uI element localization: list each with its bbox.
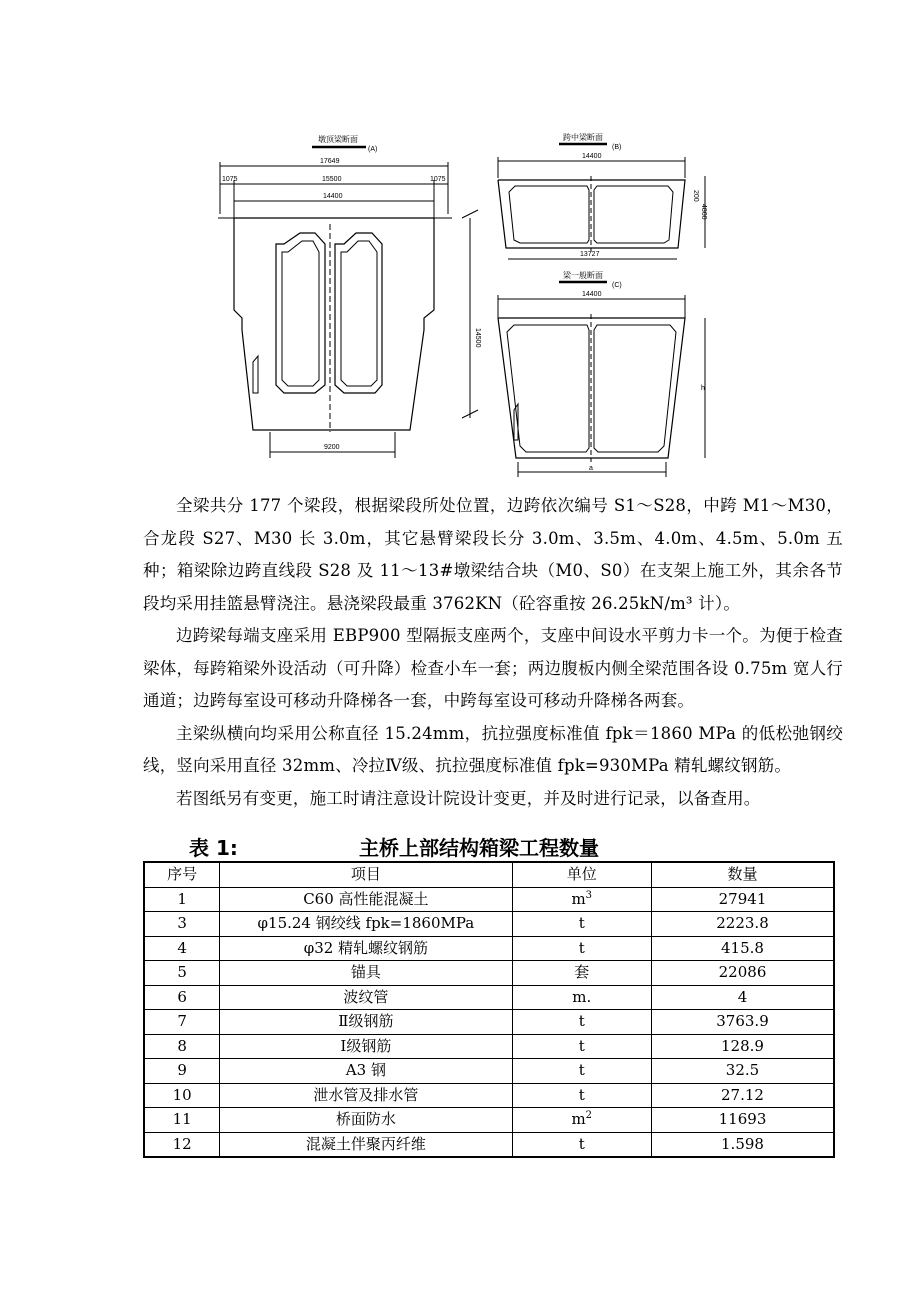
table-row xyxy=(144,936,834,961)
cell-item-text: A3 钢 xyxy=(345,1061,386,1080)
cell-item xyxy=(220,985,512,1010)
cell-quantity xyxy=(652,1108,835,1133)
table-row xyxy=(144,1059,834,1084)
view-c-tag: (C) xyxy=(612,282,622,289)
table-row xyxy=(144,1034,834,1059)
cell-item xyxy=(220,912,512,937)
cell-quantity-text: 128.9 xyxy=(721,1036,764,1055)
cell-quantity xyxy=(652,912,835,937)
cell-item xyxy=(220,1132,512,1157)
cell-quantity-text: 27941 xyxy=(718,889,767,908)
quantity-table xyxy=(143,861,835,1158)
table-row xyxy=(144,961,834,986)
view-c-section xyxy=(498,270,705,477)
table-row xyxy=(144,887,834,912)
cell-item-text: 泄水管及排水管 xyxy=(313,1085,419,1104)
view-a-dim-right: 1075 xyxy=(430,176,446,183)
cell-index-text: 3 xyxy=(177,914,187,933)
view-b-dim-top: 14400 xyxy=(582,153,602,160)
cell-unit xyxy=(512,1132,652,1157)
cell-index xyxy=(144,1010,220,1035)
header-quantity: 数量 xyxy=(652,862,835,887)
cell-index-text: 10 xyxy=(172,1085,192,1104)
table-caption xyxy=(189,830,849,862)
cell-item-text: φ32 精轧螺纹钢筋 xyxy=(303,938,429,957)
cell-unit-text: m xyxy=(571,1110,586,1129)
paragraph-2: 边跨梁每端支座采用 EBP900 型隔振支座两个，支座中间设水平剪力卡一个。为便于检查梁体，每跨箱梁外设活动（可升降）检查小车一套；两边腹板内侧全梁范围各设 0.75m 宽人行通道；边跨每室设可移动升降梯各一套，中跨每室设可移动升降梯各两套。 xyxy=(143,626,843,710)
cell-item xyxy=(220,1083,512,1108)
view-a-title: 墩顶梁断面 xyxy=(318,135,358,144)
cell-unit xyxy=(512,1034,652,1059)
cell-item-text: C60 高性能混凝土 xyxy=(303,889,429,908)
paragraph-4: 若图纸另有变更，施工时请注意设计院设计变更，并及时进行记录，以备查用。 xyxy=(176,788,761,808)
cell-index xyxy=(144,1034,220,1059)
cell-unit xyxy=(512,985,652,1010)
cell-quantity-text: 27.12 xyxy=(721,1085,764,1104)
cell-item-text: 锚具 xyxy=(350,963,381,982)
cell-index-text: 4 xyxy=(177,938,187,957)
cell-index-text: 12 xyxy=(172,1134,192,1153)
cell-unit xyxy=(512,936,652,961)
cell-item xyxy=(220,1034,512,1059)
unit-superscript: 3 xyxy=(585,889,593,901)
cell-index xyxy=(144,912,220,937)
view-a-tag: (A) xyxy=(368,146,378,153)
unit-superscript: 2 xyxy=(585,1110,593,1122)
cell-quantity-text: 3763.9 xyxy=(716,1012,769,1031)
cell-quantity xyxy=(652,1034,835,1059)
view-a-dim-total: 17649 xyxy=(320,158,340,165)
paragraph-3: 主梁纵横向均采用公称直径 15.24mm，抗拉强度标准值 fpk＝1860 MPa 的低松弛钢绞线，竖向采用直径 32mm、冷拉Ⅳ级、抗拉强度标准值 fpk=930MPa 精轧螺纹钢筋。 xyxy=(143,723,843,775)
cell-index xyxy=(144,1083,220,1108)
cell-index xyxy=(144,1108,220,1133)
cell-index-text: 6 xyxy=(177,987,187,1006)
cell-unit-text: 套 xyxy=(574,963,590,982)
cell-index xyxy=(144,1132,220,1157)
cross-section-drawing xyxy=(0,0,920,490)
cell-unit-text: t xyxy=(578,914,585,933)
table-row xyxy=(144,1108,834,1133)
table-title: 主桥上部结构箱梁工程数量 xyxy=(359,836,599,860)
view-c-dim-top: 14400 xyxy=(582,291,602,298)
table-header-row xyxy=(144,862,834,887)
cell-quantity-text: 1.598 xyxy=(721,1134,764,1153)
view-b-title: 跨中梁断面 xyxy=(563,133,603,142)
cell-quantity xyxy=(652,961,835,986)
cell-quantity-text: 2223.8 xyxy=(716,914,769,933)
cell-item-text: 混凝土伴聚丙纤维 xyxy=(305,1134,426,1153)
cell-unit xyxy=(512,1083,652,1108)
cell-item xyxy=(220,961,512,986)
view-c-dim-height: h xyxy=(701,385,705,392)
view-b-dim-slab: 200 xyxy=(692,190,699,202)
cell-quantity xyxy=(652,985,835,1010)
cell-item xyxy=(220,1059,512,1084)
view-a-dim-left: 1075 xyxy=(222,176,238,183)
cell-unit-text: m. xyxy=(572,987,592,1006)
cell-index-text: 11 xyxy=(172,1110,192,1129)
cell-index-text: 8 xyxy=(177,1036,187,1055)
view-b-dim-bottom: 13727 xyxy=(580,251,600,258)
cell-quantity-text: 22086 xyxy=(718,963,767,982)
cell-unit-text: t xyxy=(578,1134,585,1153)
cell-quantity xyxy=(652,1083,835,1108)
cell-index-text: 1 xyxy=(177,889,187,908)
view-b-dim-height: 4800 xyxy=(700,204,707,220)
header-item: 项目 xyxy=(220,862,512,887)
cell-item-text: φ15.24 钢绞线 fpk=1860MPa xyxy=(257,914,475,933)
view-a-dim-mid: 15500 xyxy=(322,176,342,183)
cell-unit xyxy=(512,961,652,986)
cell-quantity xyxy=(652,887,835,912)
cell-item xyxy=(220,887,512,912)
cell-quantity-text: 4 xyxy=(737,987,748,1006)
table-row xyxy=(144,1132,834,1157)
table-row xyxy=(144,985,834,1010)
cell-item xyxy=(220,1108,512,1133)
cell-index xyxy=(144,961,220,986)
cell-index xyxy=(144,936,220,961)
cell-index xyxy=(144,887,220,912)
cell-item-text: 桥面防水 xyxy=(335,1110,396,1129)
cell-unit xyxy=(512,1010,652,1035)
cell-index xyxy=(144,1059,220,1084)
cell-item-text: Ⅱ级钢筋 xyxy=(338,1012,394,1031)
body-text xyxy=(143,490,843,815)
view-a-section xyxy=(218,134,481,458)
view-a-dim-inner: 14400 xyxy=(323,193,343,200)
view-a-dim-height: 14500 xyxy=(474,328,481,348)
cell-unit xyxy=(512,887,652,912)
cell-unit xyxy=(512,912,652,937)
cell-unit-text: m xyxy=(571,889,586,908)
cell-unit-text: t xyxy=(578,1061,585,1080)
table-row xyxy=(144,1083,834,1108)
cell-unit xyxy=(512,1108,652,1133)
cell-unit-text: t xyxy=(578,1012,585,1031)
cell-quantity-text: 11693 xyxy=(718,1110,767,1129)
table-row xyxy=(144,1010,834,1035)
paragraph-1: 全梁共分 177 个梁段，根据梁段所处位置，边跨依次编号 S1～S28，中跨 M1～M30，合龙段 S27、M30 长 3.0m，其它悬臂梁段长分 3.0m、3.5m、4.0m、4.5m、5.0m 五种；箱梁除边跨直线段 S28 及 11～13#墩梁结合块（M0、S0）在支架上施工外，其余各节段均采用挂篮悬臂浇注。悬浇梁段最重 3762KN（砼容重按 26.25kN/m³ 计）。 xyxy=(143,496,843,613)
cell-index xyxy=(144,985,220,1010)
cell-item-text: Ⅰ级钢筋 xyxy=(340,1036,392,1055)
cell-unit-text: t xyxy=(578,1085,585,1104)
cell-index-text: 9 xyxy=(177,1061,187,1080)
cell-item xyxy=(220,936,512,961)
view-b-tag: (B) xyxy=(612,144,622,151)
cell-index-text: 7 xyxy=(177,1012,187,1031)
view-c-dim-bottom: a xyxy=(589,465,593,472)
cell-item-text: 波纹管 xyxy=(343,987,389,1006)
cell-quantity-text: 415.8 xyxy=(721,938,764,957)
view-a-dim-bottom: 9200 xyxy=(324,444,340,451)
table-label: 表 1: xyxy=(189,836,238,860)
cell-quantity xyxy=(652,936,835,961)
cell-item xyxy=(220,1010,512,1035)
header-unit: 单位 xyxy=(512,862,652,887)
cell-quantity xyxy=(652,1132,835,1157)
cell-unit-text: t xyxy=(578,938,585,957)
cell-quantity xyxy=(652,1059,835,1084)
view-b-section xyxy=(498,132,707,259)
cell-unit-text: t xyxy=(578,1036,585,1055)
table-row xyxy=(144,912,834,937)
cell-unit xyxy=(512,1059,652,1084)
view-c-title: 梁一般断面 xyxy=(563,271,603,280)
cell-quantity xyxy=(652,1010,835,1035)
cell-quantity-text: 32.5 xyxy=(725,1061,760,1080)
cell-index-text: 5 xyxy=(177,963,187,982)
header-index: 序号 xyxy=(144,862,220,887)
